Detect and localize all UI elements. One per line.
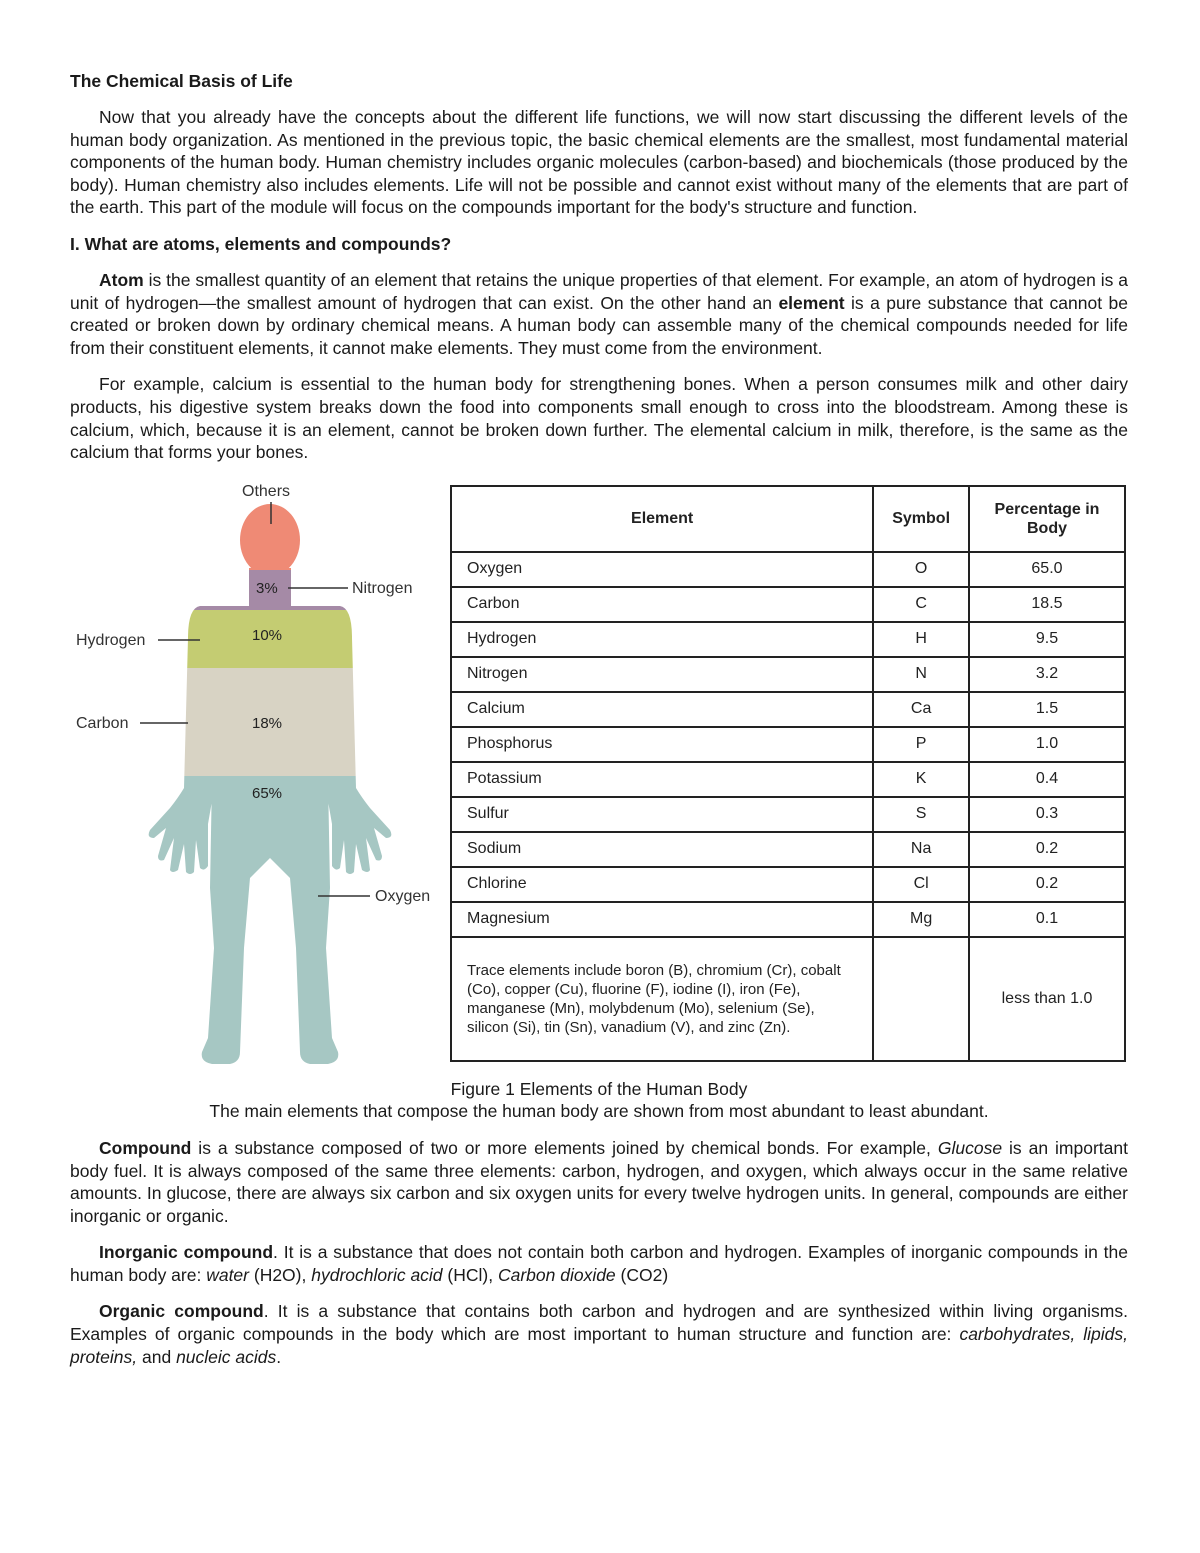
element-text: is a pure substance that cannot be created or broken down by ordinary chemical means. A human body can assemble many of the chemical compounds needed for life from their constituent elements, it cannot make elements. They must come from the environment.	[70, 292, 1128, 358]
intro-paragraph: Now that you already have the concepts about the different life functions, we will now start discussing the different levels of the human body organization. As mentioned in the previous topic, the basic chemical elements are the smallest, most fundamental material components of the human body. Human chemistry includes organic molecules (carbon-based) and biochemicals (those produced by the body). Human chemistry also includes elements. Life will not be possible and cannot exist without many of the elements that are part of the earth. This part of the module will focus on the compounds important for the body's structure and function.	[70, 107, 1128, 218]
cell-symbol: K	[873, 762, 969, 797]
page-title: The Chemical Basis of Life	[70, 71, 293, 91]
figure-caption	[70, 1078, 1128, 1123]
cell-percent: 0.2	[969, 867, 1125, 902]
table-row	[451, 657, 1125, 692]
elements-table-wrap	[450, 485, 1126, 1062]
organic-list: carbohydrates, lipids, proteins,	[70, 1324, 1128, 1367]
cell-symbol: Cl	[873, 867, 969, 902]
cell-symbol: P	[873, 727, 969, 762]
cell-percent: 1.5	[969, 692, 1125, 727]
cell-percent: 0.2	[969, 832, 1125, 867]
oxygen-region	[70, 776, 440, 1078]
cell-symbol: Ca	[873, 692, 969, 727]
cell-symbol: Na	[873, 832, 969, 867]
example-hcl: hydrochloric acid	[311, 1264, 443, 1285]
cell-symbol: O	[873, 552, 969, 587]
organic-term: Organic compound	[99, 1301, 264, 1322]
label-carbon: Carbon	[76, 714, 129, 732]
caption-title: Figure 1 Elements of the Human Body	[450, 1078, 748, 1099]
cell-percent: 3.2	[969, 657, 1125, 692]
table-row	[451, 762, 1125, 797]
cell-element: Magnesium	[451, 902, 873, 937]
organic-paragraph	[70, 1300, 1128, 1368]
formula-hcl: (HCl),	[442, 1264, 498, 1285]
element-term: element	[778, 292, 845, 313]
table-row	[451, 797, 1125, 832]
header-percentage: Percentage in Body	[969, 486, 1125, 552]
table-row	[451, 902, 1125, 937]
pct-oxygen: 65%	[252, 784, 283, 802]
label-others: Others	[242, 482, 291, 500]
pct-nitrogen: 3%	[256, 579, 278, 597]
header-element: Element	[451, 486, 873, 552]
table-row	[451, 727, 1125, 762]
cell-element: Sodium	[451, 832, 873, 867]
table-row	[451, 832, 1125, 867]
label-oxygen: Oxygen	[375, 887, 431, 905]
cell-symbol: C	[873, 587, 969, 622]
cell-element: Phosphorus	[451, 727, 873, 762]
compound-text-2: is an important body fuel. It is always composed of the same three elements: carbon, hydrogen, and oxygen, which always occur in the same relative amounts. In glucose, there are always six carbon and six oxygen units for every twelve hydrogen units. In general, compounds are either inorganic or organic.	[70, 1137, 1128, 1226]
pct-carbon: 18%	[252, 714, 283, 732]
cell-element: Sulfur	[451, 797, 873, 832]
organic-text: . It is a substance that contains both carbon and hydrogen and are synthesized within living organisms. Examples of organic compounds in the body which are most important to human structure and function are:	[70, 1301, 1128, 1345]
table-row	[451, 867, 1125, 902]
table-row	[451, 622, 1125, 657]
human-body-figure	[70, 478, 440, 1078]
cell-percent: 0.1	[969, 902, 1125, 937]
compound-term: Compound	[99, 1137, 192, 1158]
organic-last: nucleic acids	[176, 1346, 277, 1367]
glucose-term: Glucose	[937, 1137, 1003, 1158]
cell-symbol: H	[873, 622, 969, 657]
atom-term: Atom	[99, 269, 144, 290]
table-row-trace	[451, 937, 1125, 1061]
section-heading: I. What are atoms, elements and compounds?	[70, 233, 452, 254]
cell-percent: 1.0	[969, 727, 1125, 762]
cell-element: Potassium	[451, 762, 873, 797]
organic-end: .	[276, 1346, 282, 1367]
cell-percent: 18.5	[969, 587, 1125, 622]
atom-paragraph	[70, 269, 1128, 359]
inorganic-term: Inorganic compound	[99, 1242, 274, 1263]
organic-and: and	[137, 1346, 177, 1367]
cell-symbol: S	[873, 797, 969, 832]
caption-description: The main elements that compose the human body are shown from most abundant to least abundant.	[209, 1101, 989, 1122]
table-header-row	[451, 486, 1125, 552]
cell-percent: 65.0	[969, 552, 1125, 587]
compound-text: is a substance composed of two or more elements joined by chemical bonds. For example,	[191, 1137, 938, 1158]
compound-paragraph	[70, 1137, 1128, 1227]
cell-element: Oxygen	[451, 552, 873, 587]
formula-co2: (CO2)	[615, 1264, 669, 1285]
elements-table	[450, 485, 1126, 1062]
inorganic-text: . It is a substance that does not contain both carbon and hydrogen. Examples of inorganic compounds in the human body are:	[70, 1242, 1128, 1285]
cell-symbol: N	[873, 657, 969, 692]
example-water: water	[206, 1264, 249, 1285]
cell-trace-elements: Trace elements include boron (B), chromium (Cr), cobalt (Co), copper (Cu), fluorine (F), iodine (I), iron (Fe), manganese (Mn), molybdenum (Mo), selenium (Se), silicon (Si), tin (Sn), vanadium (V), and zinc (Zn).	[451, 937, 873, 1061]
example-co2: Carbon dioxide	[497, 1264, 616, 1285]
cell-percent: 0.4	[969, 762, 1125, 797]
formula-water: (H2O),	[249, 1264, 312, 1285]
cell-element: Carbon	[451, 587, 873, 622]
table-row	[451, 587, 1125, 622]
cell-trace-percent: less than 1.0	[969, 937, 1125, 1061]
cell-percent: 0.3	[969, 797, 1125, 832]
table-row	[451, 692, 1125, 727]
cell-element: Calcium	[451, 692, 873, 727]
table-row	[451, 552, 1125, 587]
cell-element: Chlorine	[451, 867, 873, 902]
document-page	[70, 70, 1128, 1382]
pct-hydrogen: 10%	[252, 626, 283, 644]
cell-element: Hydrogen	[451, 622, 873, 657]
cell-element: Nitrogen	[451, 657, 873, 692]
atom-text: is the smallest quantity of an element that retains the unique properties of that element. For example, an atom of hydrogen is a unit of hydrogen—the smallest amount of hydrogen that can exist. On the other hand an	[70, 269, 1128, 313]
label-nitrogen: Nitrogen	[352, 579, 413, 597]
cell-trace-symbol	[873, 937, 969, 1061]
cell-percent: 9.5	[969, 622, 1125, 657]
header-symbol: Symbol	[873, 486, 969, 552]
label-hydrogen: Hydrogen	[76, 631, 146, 649]
calcium-paragraph: For example, calcium is essential to the human body for strengthening bones. When a person consumes milk and other dairy products, his digestive system breaks down the food into components small enough to cross into the bloodstream. Among these is calcium, which, because it is an element, cannot be broken down further. The elemental calcium in milk, therefore, is the same as the calcium that forms your bones.	[70, 374, 1128, 463]
cell-symbol: Mg	[873, 902, 969, 937]
figure-elements-of-body	[70, 478, 1128, 1078]
inorganic-paragraph	[70, 1241, 1128, 1286]
